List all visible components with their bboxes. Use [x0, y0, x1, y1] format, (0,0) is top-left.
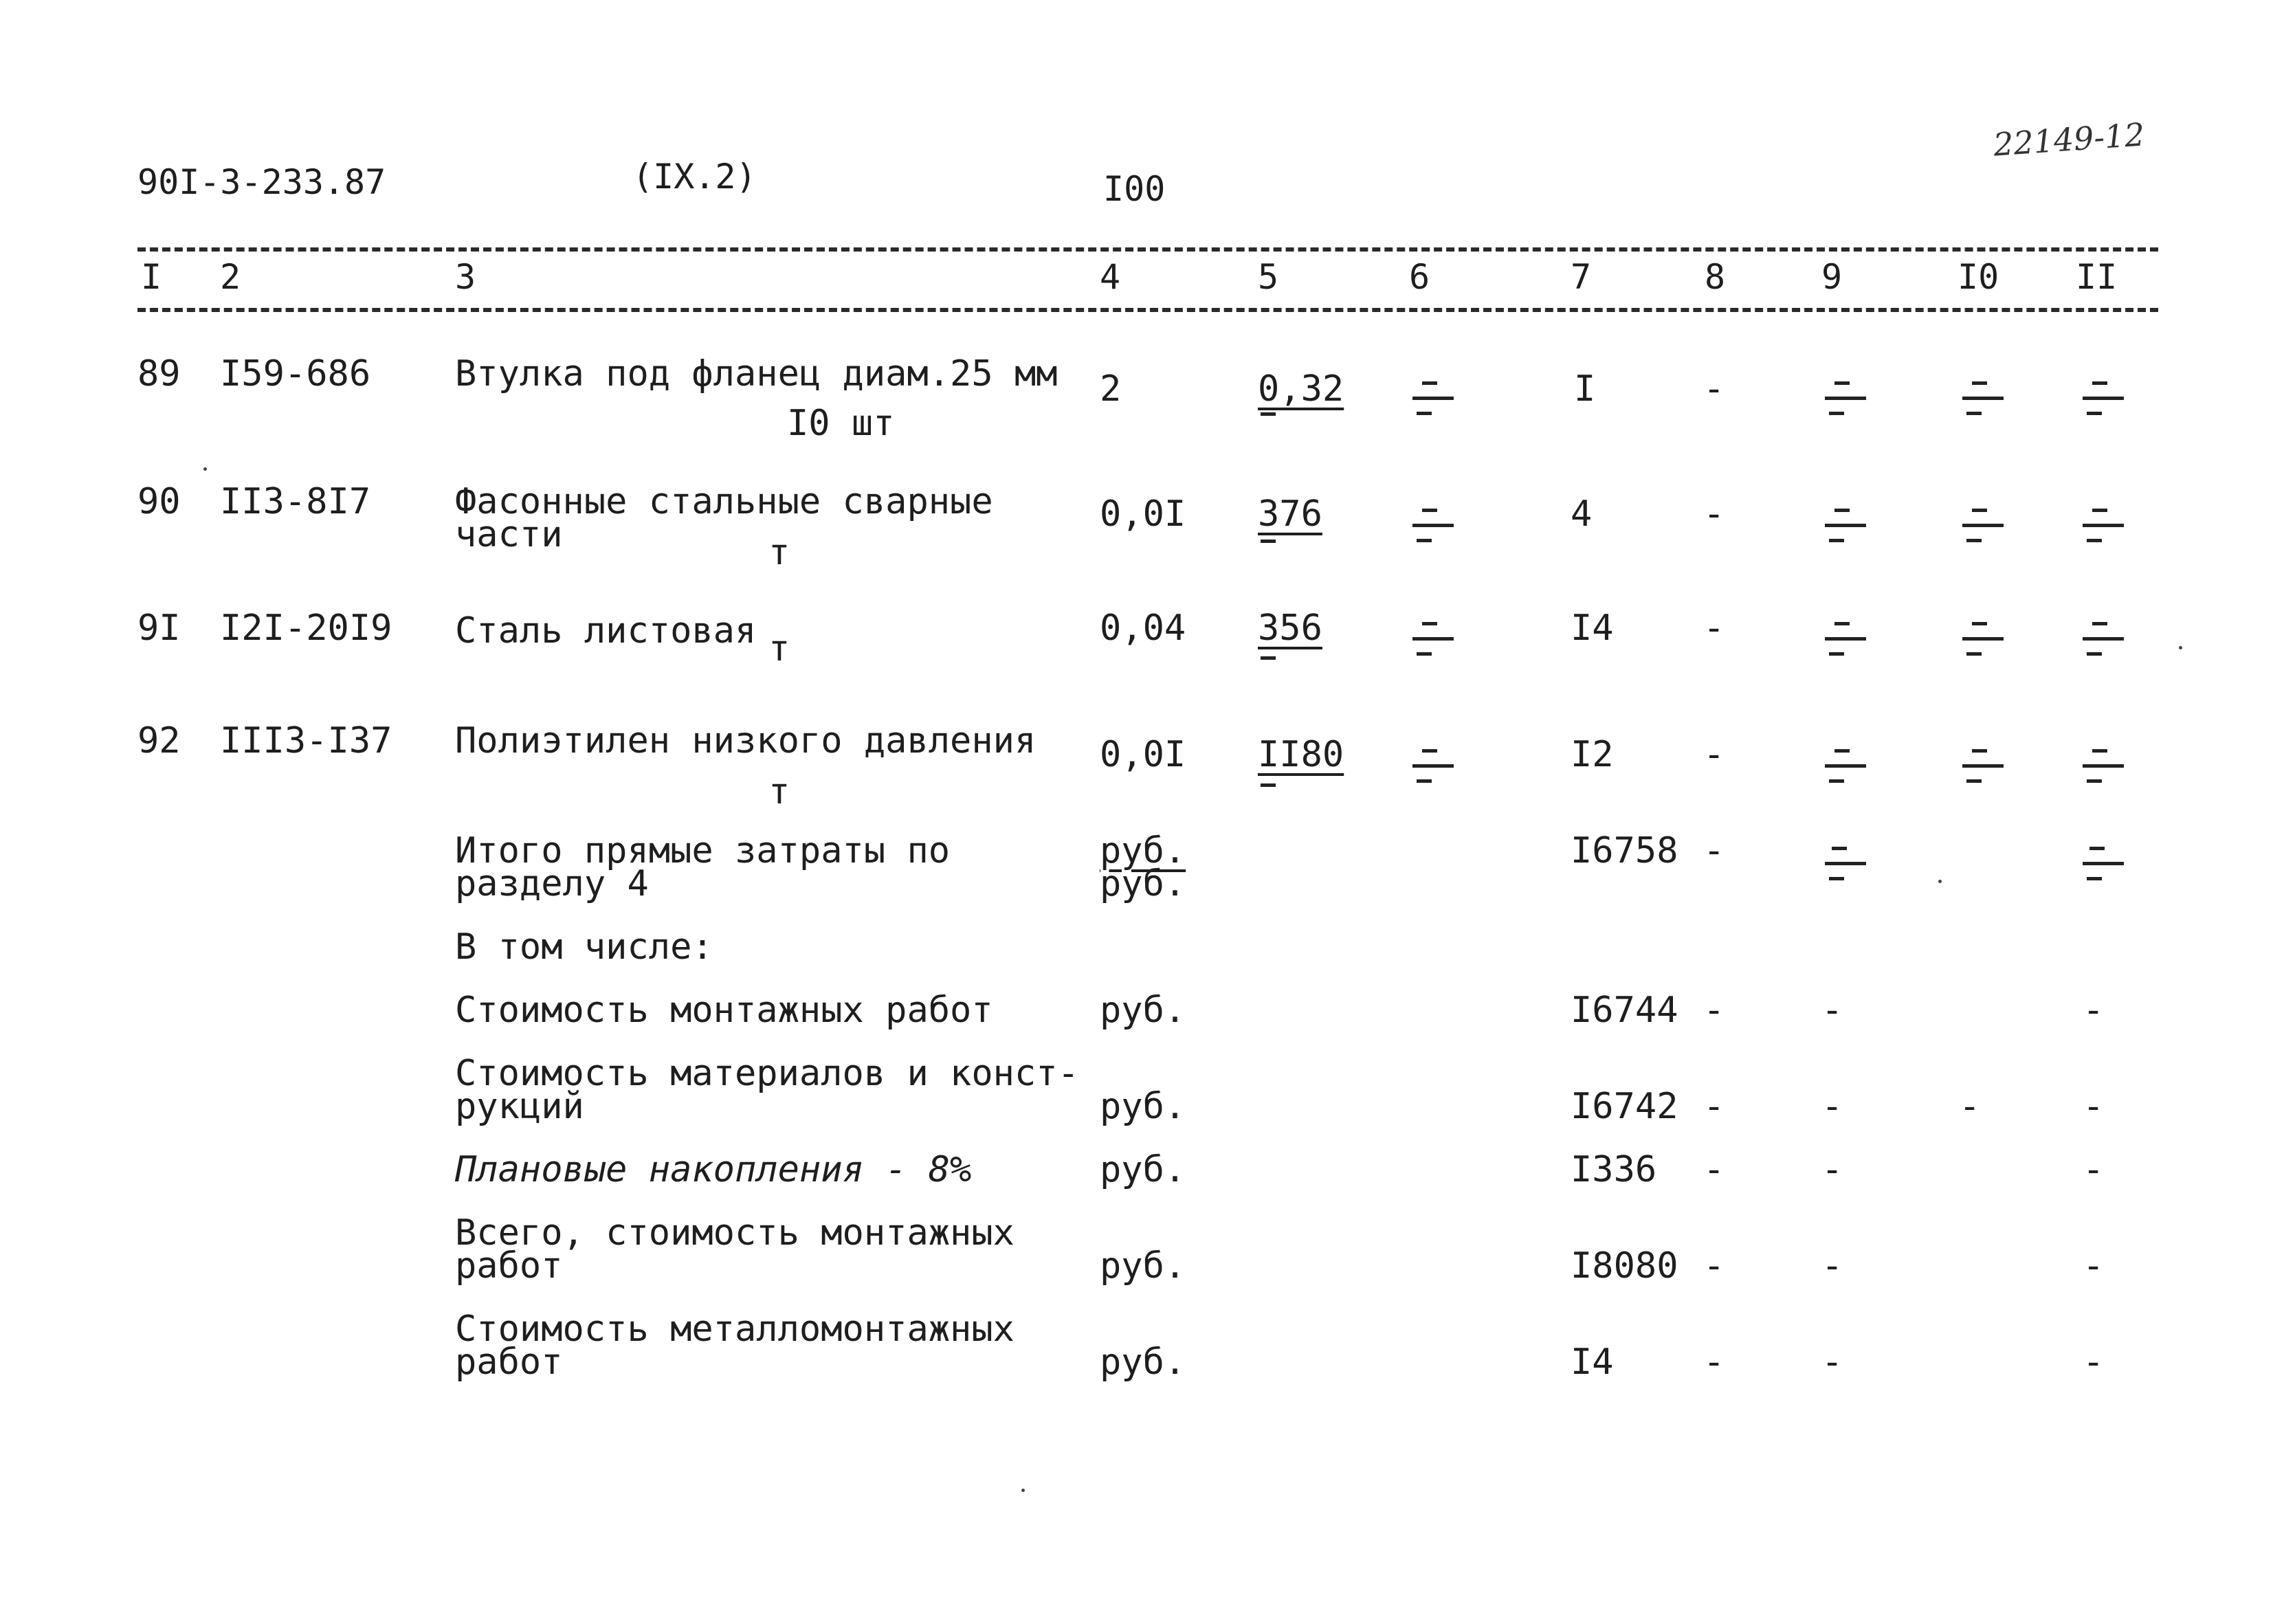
row-91-qty: 0,04	[1100, 608, 1186, 649]
row-89-total: I	[1574, 368, 1596, 410]
fraction-mark	[2083, 749, 2131, 790]
planned-unit: руб.	[1100, 1149, 1186, 1190]
row-90-num: 90	[137, 481, 181, 522]
col-header-11: II	[2076, 257, 2118, 297]
scan-speck	[1938, 880, 1942, 883]
row-89-price: 0,32	[1258, 368, 1344, 410]
row-89-name-2: I0 шт	[787, 403, 895, 444]
row-92-code: III3-I37	[220, 720, 392, 761]
row-90-price: 376	[1258, 493, 1322, 535]
materials-col9: -	[1821, 1086, 1843, 1127]
planned-col8: -	[1703, 1149, 1725, 1190]
col-header-1: I	[141, 257, 162, 297]
fraction-mark	[1825, 749, 1873, 790]
materials-col11: -	[2083, 1086, 2105, 1127]
planned-col9: -	[1821, 1149, 1843, 1190]
direct-costs-label-2: разделу 4	[455, 863, 649, 904]
price-submark	[1261, 412, 1276, 416]
direct-costs-unit-2: руб.	[1100, 863, 1186, 904]
row-91-code: I2I-20I9	[220, 608, 392, 649]
row-92-qty: 0,0I	[1100, 734, 1186, 775]
scan-speck	[203, 467, 207, 471]
section-label: (IX.2)	[632, 157, 757, 197]
direct-costs-label-1: Итого прямые затраты по	[455, 830, 951, 871]
col-header-9: 9	[1821, 257, 1843, 297]
scan-speck	[2179, 646, 2182, 649]
page-number: I00	[1103, 169, 1166, 209]
fraction-mark	[1825, 509, 1873, 550]
row-90-total: 4	[1571, 493, 1593, 535]
row-89-num: 89	[137, 353, 181, 394]
col-header-7: 7	[1571, 257, 1592, 297]
header-rule-bottom	[137, 308, 2158, 312]
header-rule-top	[137, 247, 2158, 252]
materials-label-1: Стоимость материалов и конст-	[455, 1053, 1079, 1094]
total-install-label-1: Всего, стоимость монтажных	[455, 1212, 1014, 1254]
installation-col8: -	[1703, 990, 1725, 1031]
installation-unit: руб.	[1100, 990, 1186, 1031]
fraction-mark	[1962, 381, 2010, 423]
installation-col11: -	[2083, 990, 2105, 1031]
row-92-price: II80	[1258, 734, 1344, 775]
row-91-col8: -	[1703, 608, 1725, 649]
total-install-col9: -	[1821, 1245, 1843, 1287]
row-92-num: 92	[137, 720, 181, 761]
fraction-mark	[1825, 381, 1873, 423]
price-submark	[1261, 656, 1276, 660]
fraction-mark	[1962, 749, 2010, 790]
including-label: В том числе:	[455, 926, 713, 968]
col-header-2: 2	[220, 257, 241, 297]
fraction-mark	[1412, 749, 1461, 790]
handwritten-reference: 22149-12	[1992, 115, 2147, 164]
total-install-col11: -	[2083, 1245, 2105, 1287]
planned-total: I336	[1571, 1149, 1657, 1190]
installation-total: I6744	[1571, 990, 1678, 1031]
row-92-col8: -	[1703, 734, 1725, 775]
materials-col8: -	[1703, 1086, 1725, 1127]
metal-label-1: Стоимость металломонтажных	[455, 1309, 1014, 1350]
fraction-mark	[1825, 847, 1873, 888]
col-header-3: 3	[455, 257, 476, 297]
planned-label: Плановые накопления - 8%	[455, 1149, 972, 1190]
direct-costs-col8: -	[1703, 830, 1725, 871]
row-91-total: I4	[1571, 608, 1614, 649]
fraction-mark	[2083, 622, 2131, 663]
col-header-4: 4	[1100, 257, 1121, 297]
installation-col9: -	[1821, 990, 1843, 1031]
col-header-10: I0	[1958, 257, 1999, 297]
total-install-label-2: работ	[455, 1245, 563, 1287]
total-install-col8: -	[1703, 1245, 1725, 1287]
row-89-code: I59-686	[220, 353, 371, 394]
fraction-mark	[1825, 622, 1873, 663]
row-90-col8: -	[1703, 493, 1725, 535]
price-submark	[1261, 540, 1276, 543]
row-90-name-2: части	[455, 514, 563, 555]
direct-costs-total: I6758	[1571, 830, 1678, 871]
row-89-qty: 2	[1100, 368, 1122, 410]
fraction-mark	[2083, 509, 2131, 550]
row-90-qty: 0,0I	[1100, 493, 1186, 535]
total-install-total: I8080	[1571, 1245, 1678, 1287]
row-89-col8: -	[1703, 368, 1725, 410]
row-92-unit: т	[768, 771, 790, 812]
metal-col9: -	[1821, 1342, 1843, 1383]
fraction-mark	[1412, 509, 1461, 550]
fraction-mark	[2083, 847, 2131, 888]
fraction-mark	[1962, 509, 2010, 550]
materials-label-2: рукций	[455, 1086, 584, 1127]
materials-total: I6742	[1571, 1086, 1678, 1127]
row-91-num: 9I	[137, 608, 181, 649]
price-submark	[1261, 783, 1276, 787]
row-92-name-1: Полиэтилен низкого давления	[455, 720, 1036, 761]
row-89-name-1: Втулка под фланец диам.25 мм	[455, 353, 1058, 394]
row-91-unit: т	[768, 628, 790, 669]
fraction-mark	[1412, 381, 1461, 423]
row-92-total: I2	[1571, 734, 1614, 775]
row-91-name-1: Сталь листовая	[455, 610, 757, 652]
total-install-unit: руб.	[1100, 1245, 1186, 1287]
fraction-mark	[1412, 622, 1461, 663]
fraction-mark	[1962, 622, 2010, 663]
metal-unit: руб.	[1100, 1342, 1186, 1383]
metal-col11: -	[2083, 1342, 2105, 1383]
row-90-unit: т	[768, 532, 790, 573]
planned-col11: -	[2083, 1149, 2105, 1190]
row-90-code: II3-8I7	[220, 481, 371, 522]
scan-speck	[1021, 1489, 1025, 1492]
col-header-5: 5	[1258, 257, 1279, 297]
direct-costs-unit-1: руб.	[1100, 830, 1186, 871]
col-header-8: 8	[1705, 257, 1726, 297]
row-91-price: 356	[1258, 608, 1322, 649]
fraction-mark	[2083, 381, 2131, 423]
col-header-6: 6	[1409, 257, 1430, 297]
metal-total: I4	[1571, 1342, 1614, 1383]
materials-col10: -	[1959, 1086, 1981, 1127]
materials-unit: руб.	[1100, 1086, 1186, 1127]
document-code: 90I-3-233.87	[137, 162, 386, 202]
metal-label-2: работ	[455, 1342, 563, 1383]
row-90-name-1: Фасонные стальные сварные	[455, 481, 993, 522]
metal-col8: -	[1703, 1342, 1725, 1383]
installation-label: Стоимость монтажных работ	[455, 990, 993, 1031]
